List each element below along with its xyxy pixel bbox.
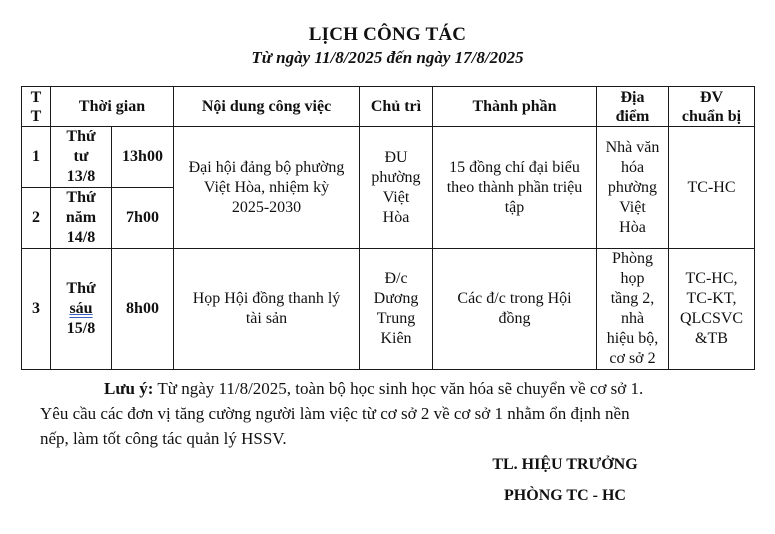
header-row — [22, 87, 755, 127]
row-time: 8h00 — [112, 249, 174, 370]
signature-title: TL. HIỆU TRƯỞNG — [492, 456, 638, 473]
row-content: Đại hội đảng bộ phường Việt Hòa, nhiệm kỳ 2025-2030 — [174, 127, 360, 249]
row-prep-unit: TC-HC — [669, 127, 755, 249]
header-prep-unit: ĐV chuẩn bị — [669, 87, 755, 127]
table-row — [22, 249, 755, 370]
header-tt: T T — [22, 87, 51, 127]
schedule-table — [21, 86, 755, 370]
header-chair: Chủ trì — [360, 87, 433, 127]
note-paragraph — [40, 376, 740, 451]
header-content: Nội dung công việc — [174, 87, 360, 127]
header-time: Thời gian — [51, 87, 174, 127]
row-participants: Các đ/c trong Hội đồng — [433, 249, 597, 370]
header-participants: Thành phần — [433, 87, 597, 127]
signature-department: PHÒNG TC - HC — [504, 487, 626, 504]
row-time: 7h00 — [112, 188, 174, 249]
row-day: Thứ sáu 15/8 — [51, 249, 112, 370]
row-participants: 15 đồng chí đại biểu theo thành phần triệu tập — [433, 127, 597, 249]
note-line-1: Lưu ý: Từ ngày 11/8/2025, toàn bộ học sinh học văn hóa sẽ chuyển về cơ sở 1. — [104, 379, 644, 398]
row-number: 3 — [22, 249, 51, 370]
document-title: LỊCH CÔNG TÁC — [308, 24, 467, 45]
row-day: Thứ năm 14/8 — [51, 188, 112, 249]
document-date-range: Từ ngày 11/8/2025 đến ngày 17/8/2025 — [251, 48, 524, 67]
row-chair: Đ/c Dương Trung Kiên — [360, 249, 433, 370]
note-label: Lưu ý: — [104, 379, 154, 398]
row-time: 13h00 — [112, 127, 174, 188]
header-location: Địa điểm — [597, 87, 669, 127]
row-chair: ĐU phường Việt Hòa — [360, 127, 433, 249]
row-number: 2 — [22, 188, 51, 249]
row-prep-unit: TC-HC, TC-KT, QLCSVC &TB — [669, 249, 755, 370]
row-content: Họp Hội đồng thanh lý tài sản — [174, 249, 360, 370]
table-row — [22, 127, 755, 188]
row-number: 1 — [22, 127, 51, 188]
row-location: Nhà văn hóa phường Việt Hòa — [597, 127, 669, 249]
note-line-2: Yêu cầu các đơn vị tăng cường người làm việc từ cơ sở 2 về cơ sở 1 nhằm ổn định nền — [40, 404, 630, 423]
row-location: Phòng họp tầng 2, nhà hiệu bộ, cơ sở 2 — [597, 249, 669, 370]
note-line-3: nếp, làm tốt công tác quản lý HSSV. — [40, 429, 287, 448]
row-day: Thứ tư 13/8 — [51, 127, 112, 188]
